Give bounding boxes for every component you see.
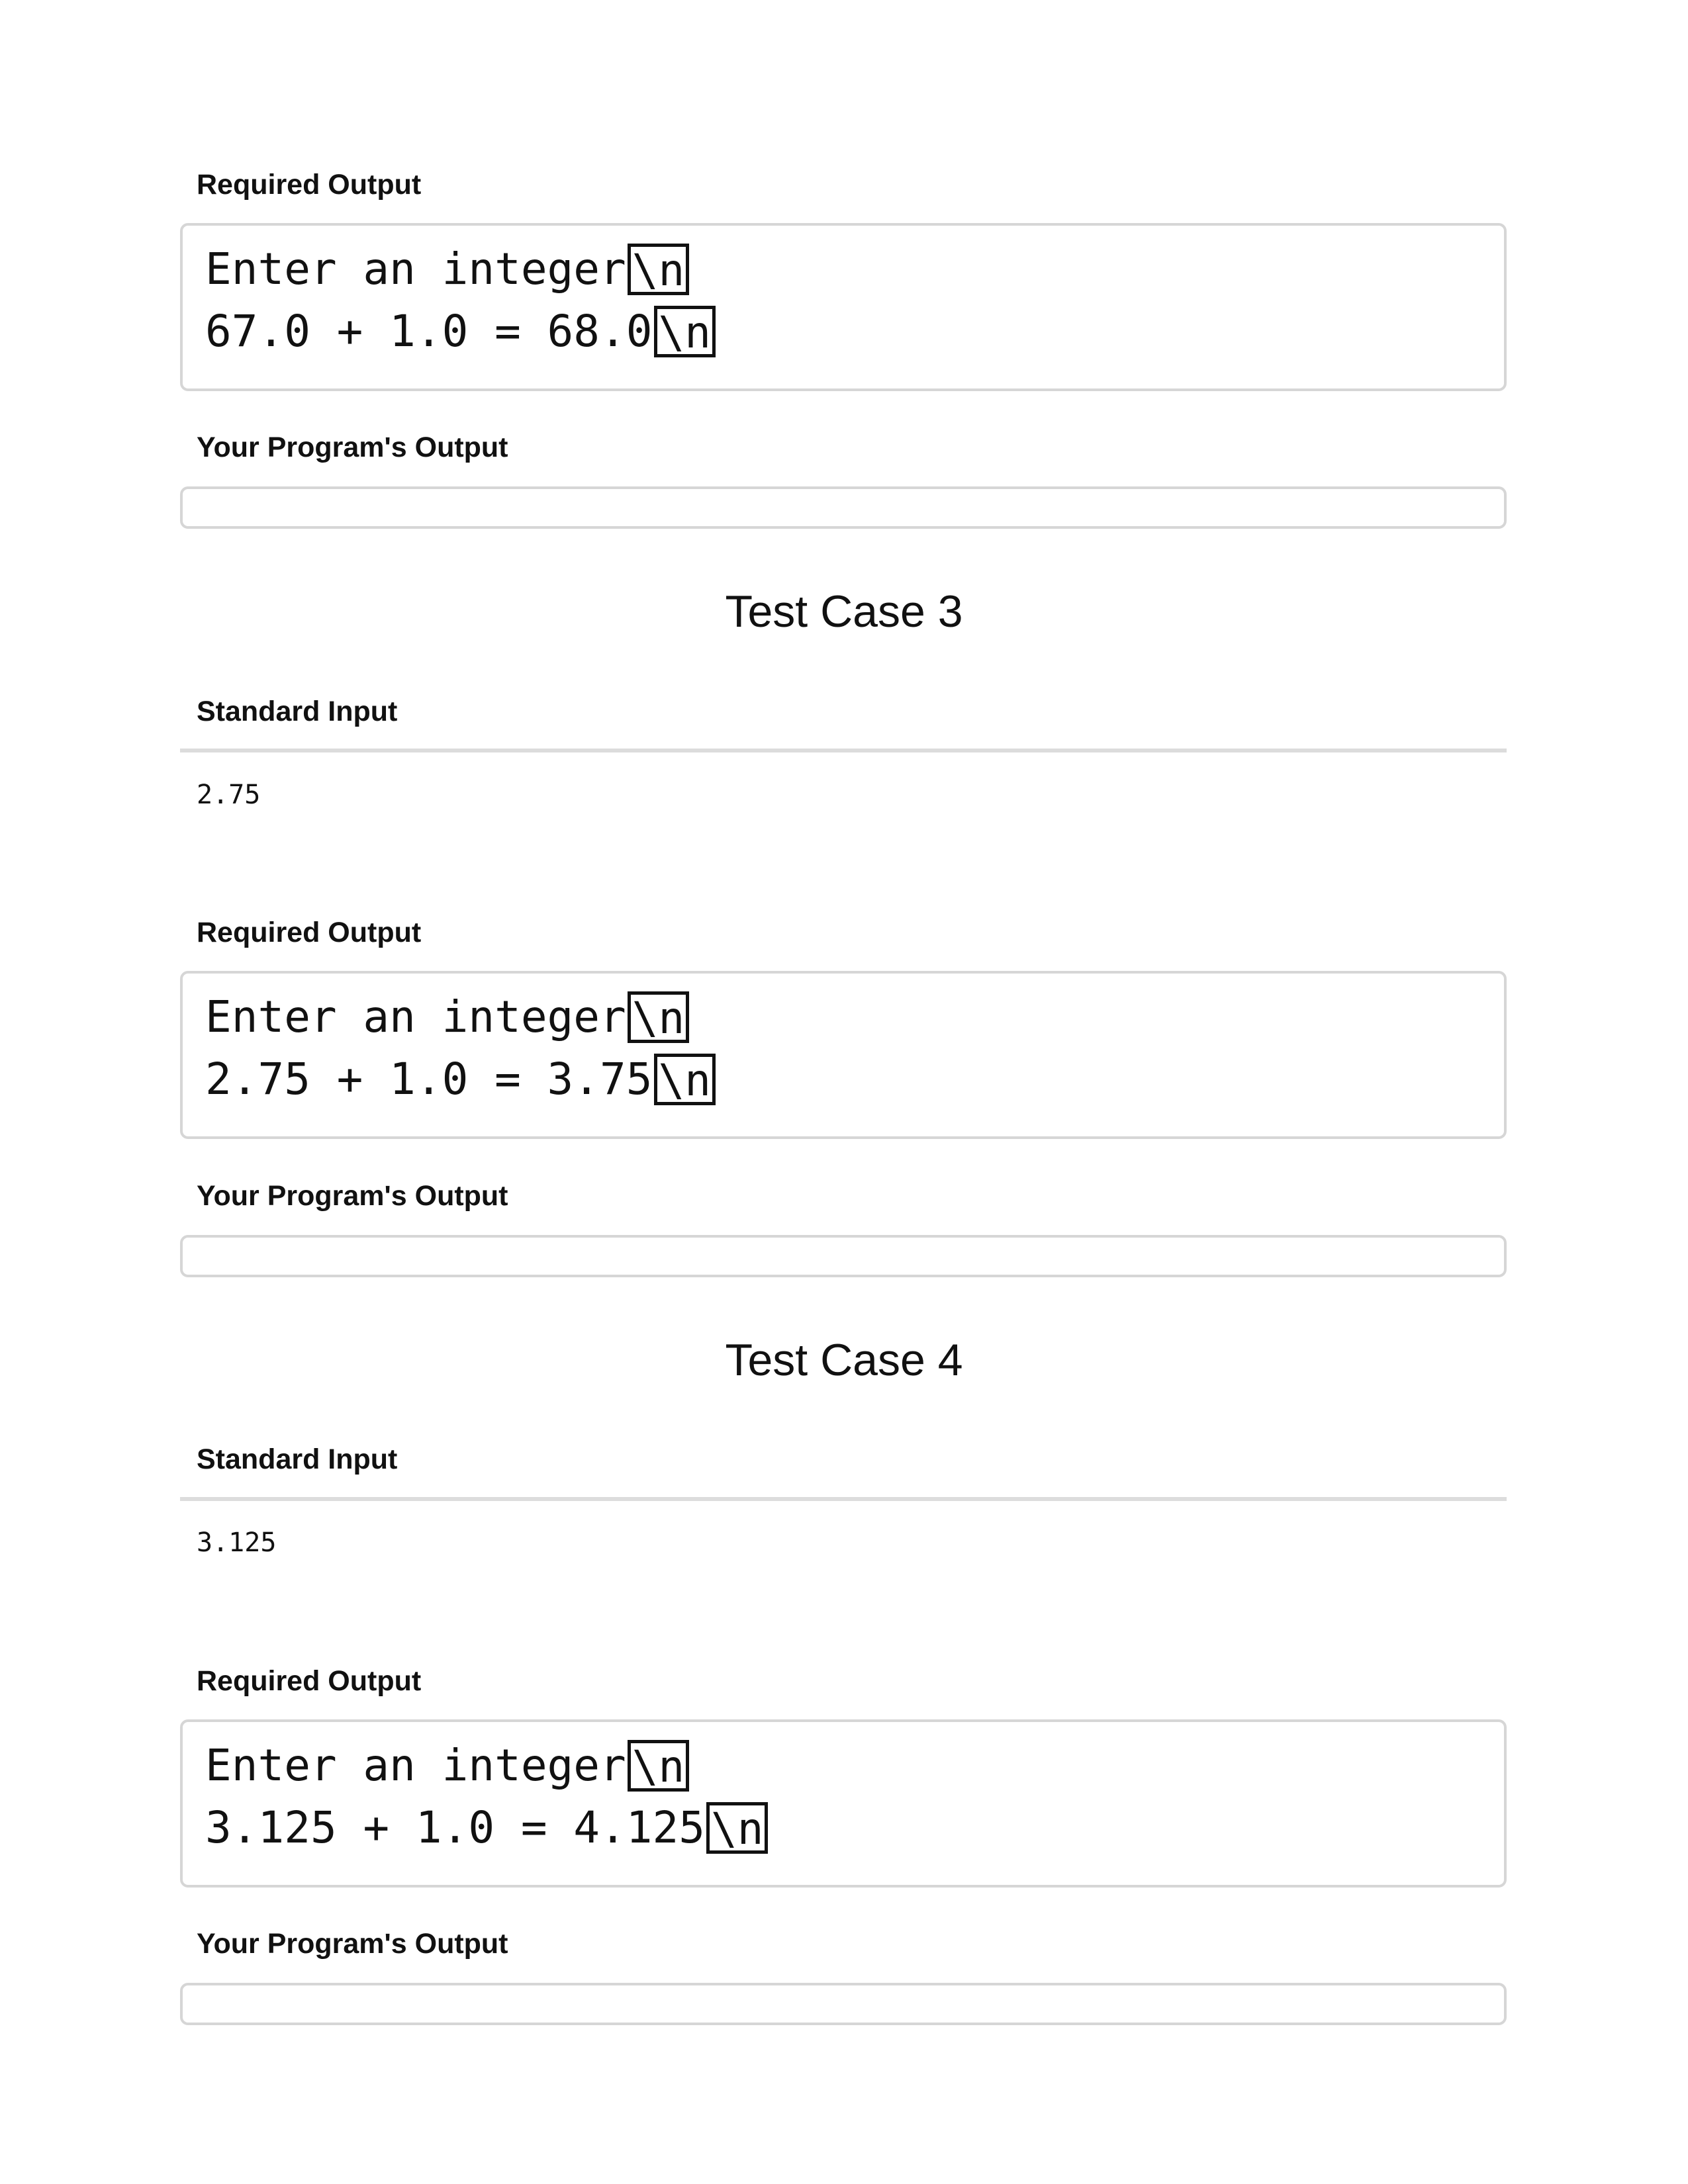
required-output-box — [180, 1719, 1507, 1888]
your-output-box — [180, 1983, 1507, 2025]
newline-marker: \n — [706, 1802, 768, 1854]
required-output-line-1: Enter an integer \n — [205, 243, 689, 296]
required-output-line-1: Enter an integer \n — [205, 1739, 689, 1792]
newline-marker: \n — [654, 1054, 716, 1105]
standard-input-divider — [180, 1497, 1507, 1501]
required-output-box — [180, 223, 1507, 391]
your-output-label: Your Program's Output — [197, 432, 508, 463]
required-output-label: Required Output — [197, 169, 422, 201]
your-output-label: Your Program's Output — [197, 1180, 508, 1212]
required-output-box — [180, 971, 1507, 1139]
newline-marker: \n — [654, 306, 716, 357]
your-output-box — [180, 1235, 1507, 1277]
required-output-line-2: 2.75 + 1.0 = 3.75 \n — [205, 1053, 716, 1106]
required-output-line-2: 3.125 + 1.0 = 4.125 \n — [205, 1801, 768, 1854]
standard-input-divider — [180, 749, 1507, 752]
standard-input-label: Standard Input — [197, 696, 398, 727]
standard-input-value: 2.75 — [197, 780, 261, 810]
newline-marker: \n — [628, 244, 689, 295]
standard-input-value: 3.125 — [197, 1527, 277, 1558]
test-case-4-heading: Test Case 4 — [725, 1335, 963, 1385]
required-output-label: Required Output — [197, 1665, 422, 1697]
newline-marker: \n — [628, 1740, 689, 1792]
newline-marker: \n — [628, 991, 689, 1043]
standard-input-label: Standard Input — [197, 1443, 398, 1475]
required-output-line-2: 67.0 + 1.0 = 68.0 \n — [205, 305, 716, 358]
your-output-label: Your Program's Output — [197, 1928, 508, 1960]
test-case-3-heading: Test Case 3 — [725, 586, 963, 637]
required-output-label: Required Output — [197, 917, 422, 948]
your-output-box — [180, 486, 1507, 529]
required-output-line-1: Enter an integer \n — [205, 991, 689, 1044]
